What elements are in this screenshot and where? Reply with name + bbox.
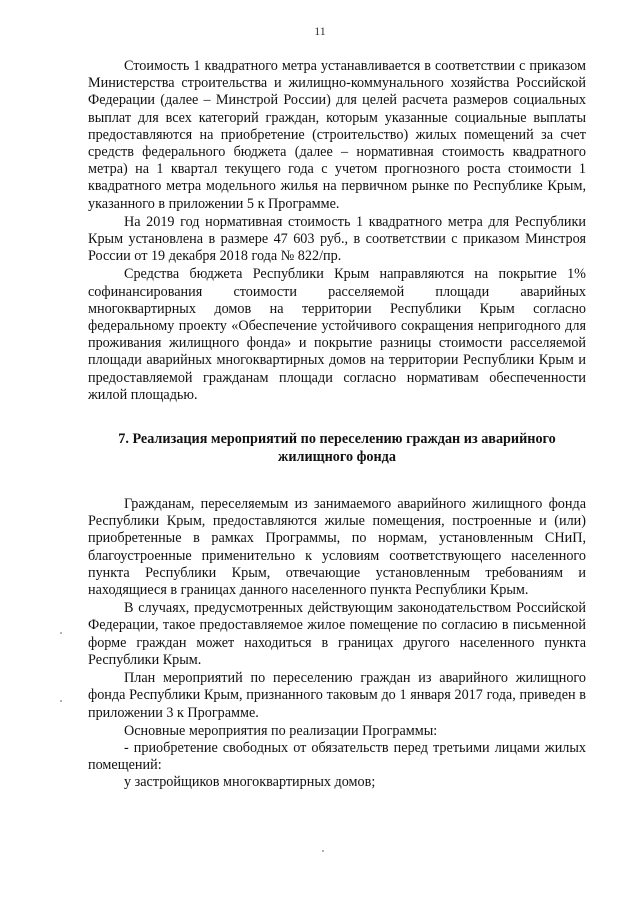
document-body (88, 58, 586, 792)
paragraph-2019-cost: На 2019 год нормативная стоимость 1 квадратного метра для Республики Крым установлена в размере 47 603 руб., в соответствии с приказом Минстроя России от 19 декабря 2018 года № 822/пр. (88, 213, 586, 265)
paragraph-housing-provision: Гражданам, переселяемым из занимаемого аварийного жилищного фонда Республики Крым, предоставляются жилые помещения, построенные и (или) приобретенные в рамках Программы, по нормам, установленным СНиП, благоустроенные применительно к условиям соответствующего населенного пункта Республики Крым, отвечающие установленным требованиям и находящиеся в границах данного населенного пункта Республики Крым. (88, 496, 586, 599)
paragraph-main-measures: Основные мероприятия по реализации Программы: (124, 722, 438, 739)
section-heading: 7. Реализация мероприятий по переселению граждан из аварийного жилищного фонда (118, 431, 556, 466)
scan-speck (60, 632, 62, 634)
list-item: у застройщиков многоквартирных домов; (124, 774, 376, 791)
scan-speck (322, 850, 324, 852)
paragraph-other-settlement: В случаях, предусмотренных действующим законодательством Российской Федерации, такое предоставляемое жилое помещение по согласию в письменной форме граждан может находиться в границах другого населенного пункта Республики Крым. (88, 600, 586, 668)
paragraph-resettlement-plan: План мероприятий по переселению граждан из аварийного жилищного фонда Республики Крым, признанного таковым до 1 января 2017 года, приведен в приложении 3 к Программе. (88, 670, 586, 721)
paragraph-budget-funds: Средства бюджета Республики Крым направляются на покрытие 1% софинансирования стоимости расселяемой площади аварийных многоквартирных домов на территории Республики Крым согласно федеральному проекту «Обеспечение устойчивого сокращения непригодного для проживания жилищного фонда» и покрытие разницы стоимости расселяемой площади аварийных многоквартирных домов на территории Республики Крым и предоставляемой гражданам площади согласно нормативам обеспеченности жилой площадью. (88, 266, 586, 403)
scan-speck (60, 700, 62, 702)
list-item: - приобретение свободных от обязательств перед третьими лицами жилых помещений: (88, 739, 586, 774)
page-number: 11 (314, 24, 326, 38)
paragraph-cost-per-sqm: Стоимость 1 квадратного метра устанавливается в соответствии с приказом Министерства строительства и жилищно-коммунального хозяйства Российской Федерации (далее – Минстрой России) для целей расчета размеров социальных выплат для всех категорий граждан, которым указанные социальные выплаты предоставляются на приобретение (строительство) жилых помещений за счет средств федерального бюджета (далее – нормативная стоимость квадратного метра) на 1 квартал текущего года с учетом прогнозного роста стоимости 1 квадратного метра модельного жилья на первичном рынке по Республике Крым, указанного в приложении 5 к Программе. (88, 58, 586, 212)
